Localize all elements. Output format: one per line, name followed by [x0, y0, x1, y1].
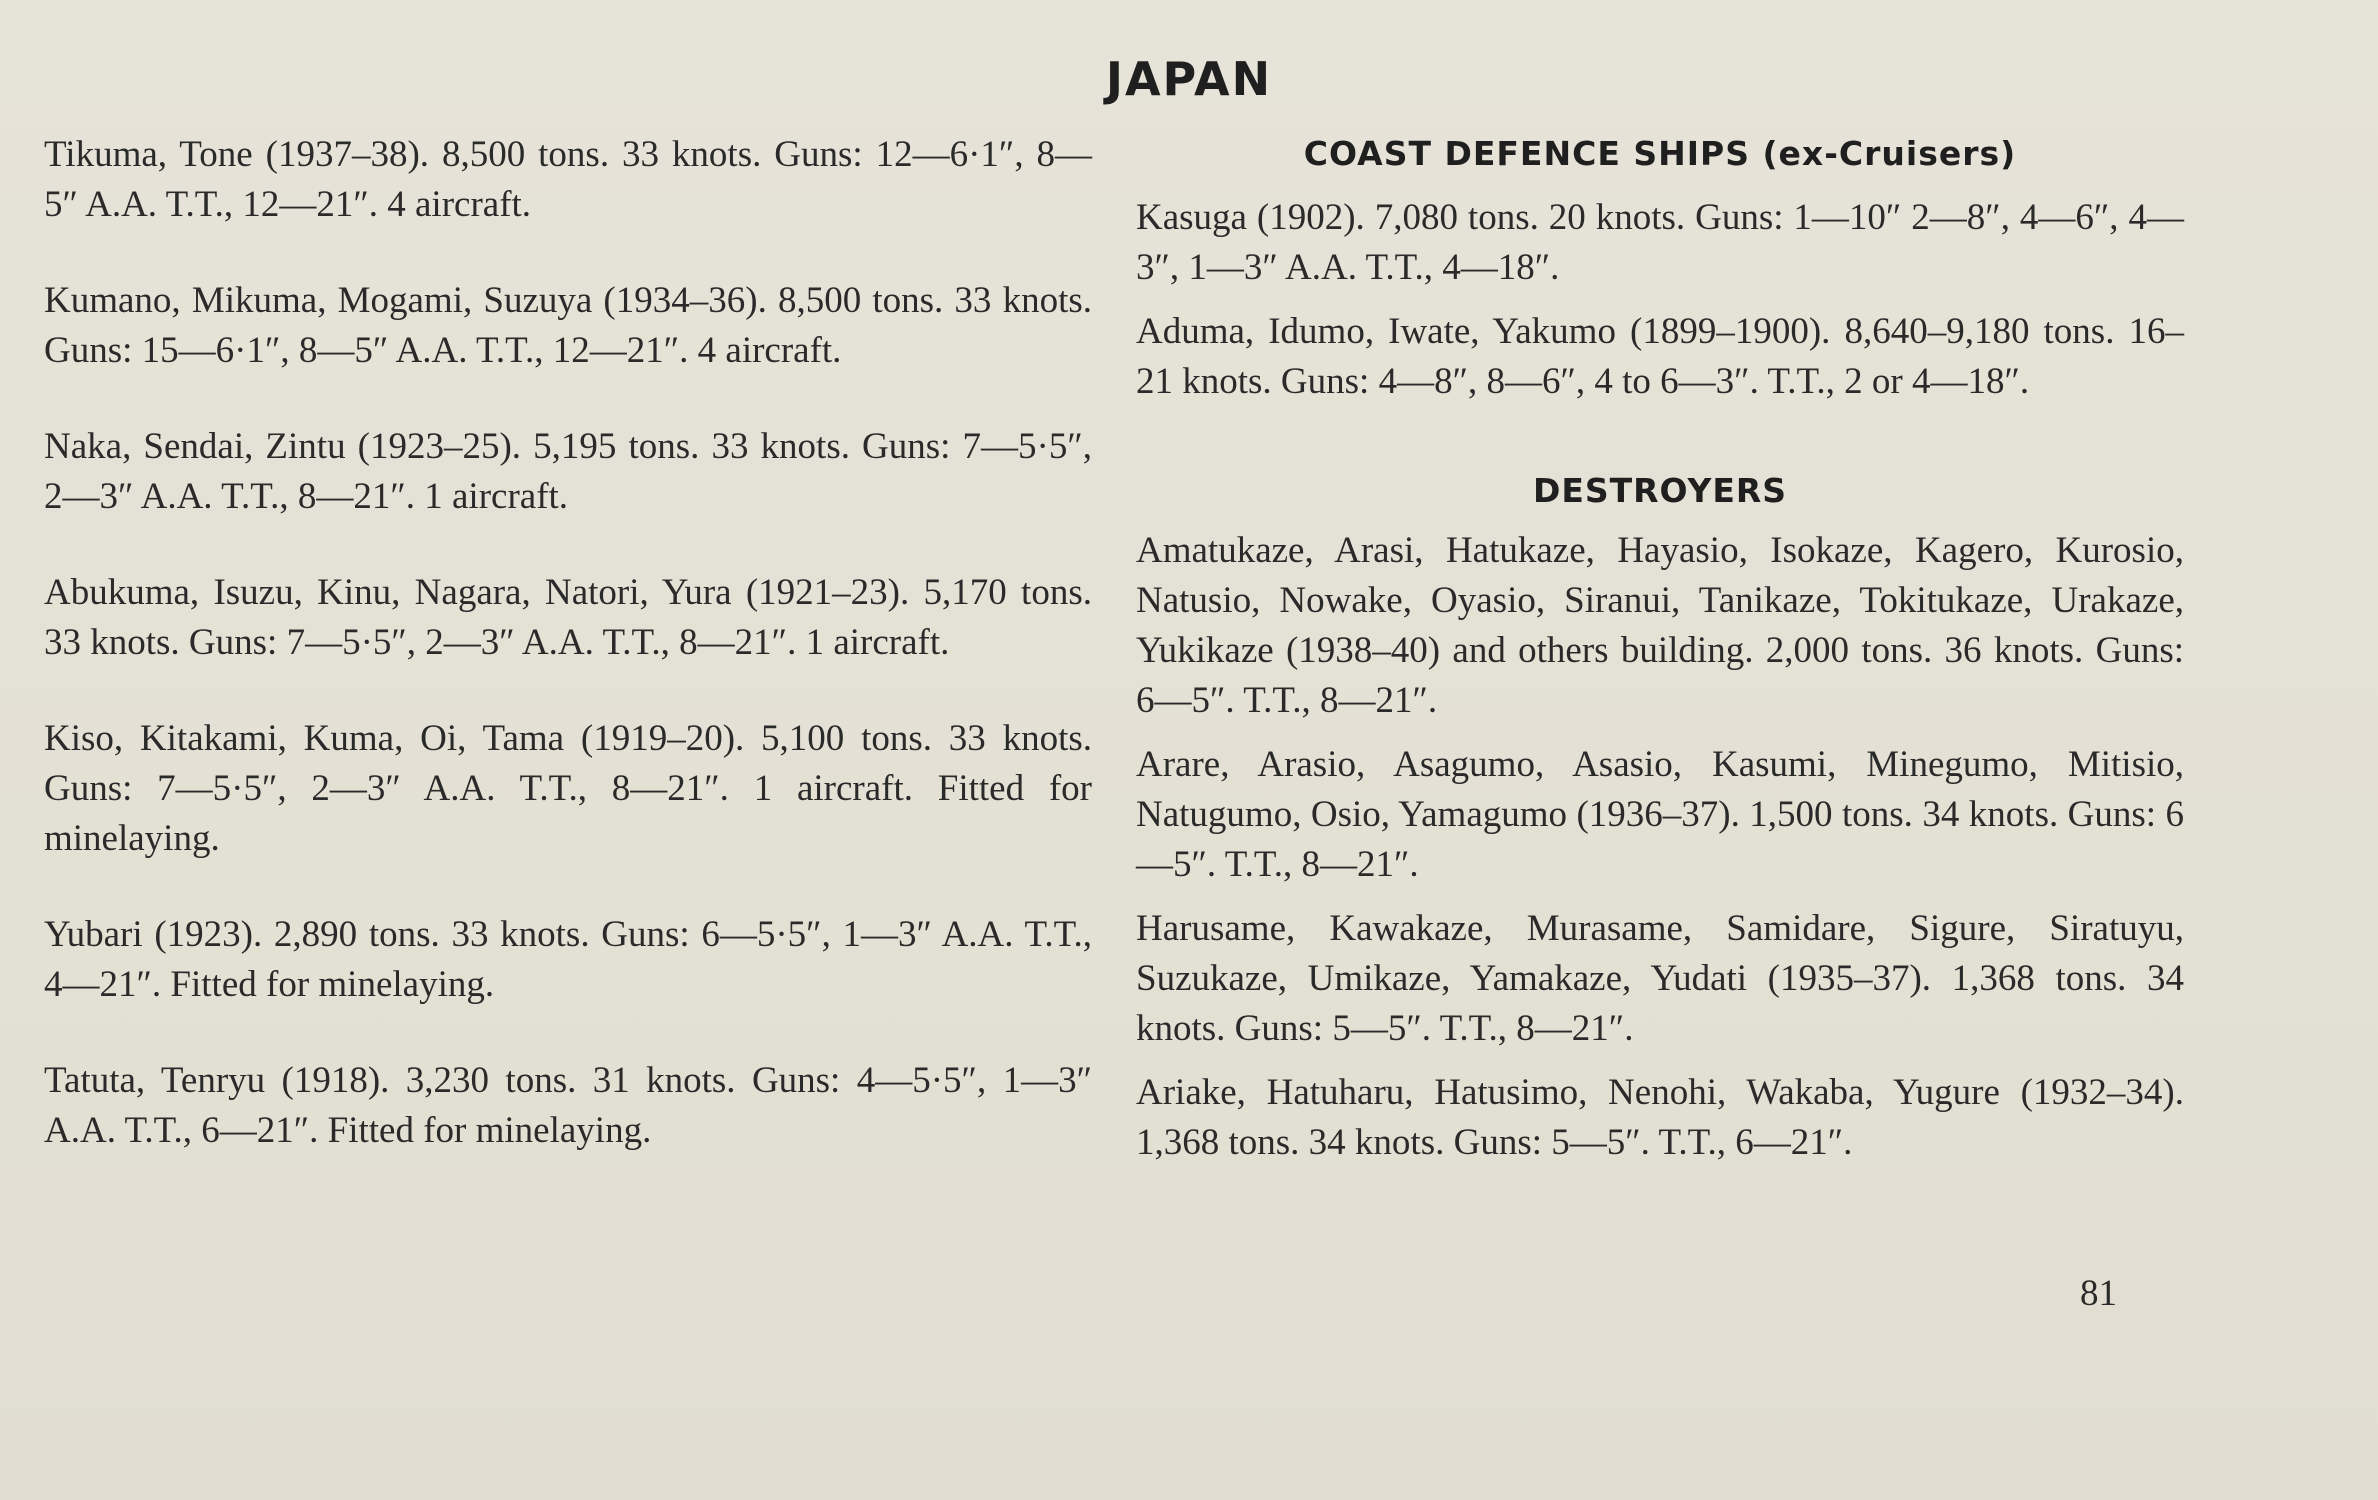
ship-entry-ariake: Ariake, Hatuharu, Hatusimo, Nenohi, Wakaba, Yugure (1932–34). 1,368 tons. 34 knots. Guns: 5—5″. T.T., 6—21″. — [1136, 1072, 2184, 1163]
section-heading-coast-defence: COAST DEFENCE SHIPS (ex-Cruisers) — [1303, 134, 2017, 173]
ship-entry-kiso: Kiso, Kitakami, Kuma, Oi, Tama (1919–20). 5,100 tons. 33 knots. Guns: 7—5·5″, 2—3″ A.A. T.T., 8—21″. 1 aircraft. Fitted for minelaying. — [44, 718, 1092, 859]
ship-entry-yubari: Yubari (1923). 2,890 tons. 33 knots. Guns: 6—5·5″, 1—3″ A.A. T.T., 4—21″. Fitted for minelaying. — [44, 914, 1092, 1005]
ship-entry-aduma: Aduma, Idumo, Iwate, Yakumo (1899–1900). 8,640–9,180 tons. 16–21 knots. Guns: 4—8″, 8—6″, 4 to 6—3″. T.T., 2 or 4—18″. — [1136, 311, 2184, 402]
ship-entry-tatuta: Tatuta, Tenryu (1918). 3,230 tons. 31 knots. Guns: 4—5·5″, 1—3″ A.A. T.T., 6—21″. Fitted for minelaying. — [44, 1060, 1092, 1151]
page-number: 81 — [2080, 1273, 2117, 1314]
left-column — [44, 130, 1092, 1202]
ship-entry-tikuma: Tikuma, Tone (1937–38). 8,500 tons. 33 knots. Guns: 12—6·1″, 8—5″ A.A. T.T., 12—21″. 4 aircraft. — [44, 134, 1092, 225]
ship-entry-kasuga: Kasuga (1902). 7,080 tons. 20 knots. Guns: 1—10″ 2—8″, 4—6″, 4—3″, 1—3″ A.A. T.T., 4—18″. — [1136, 197, 2184, 288]
section-heading-destroyers: DESTROYERS — [1532, 471, 1788, 510]
ship-entry-naka: Naka, Sendai, Zintu (1923–25). 5,195 tons. 33 knots. Guns: 7—5·5″, 2—3″ A.A. T.T., 8—21″. 1 aircraft. — [44, 426, 1092, 517]
ship-entry-arare: Arare, Arasio, Asagumo, Asasio, Kasumi, Minegumo, Mitisio, Natugumo, Osio, Yamagumo (1936–37). 1,500 tons. 34 knots. Guns: 6—5″. T.T., 8—21″. — [1136, 744, 2184, 885]
ship-entry-amatukaze: Amatukaze, Arasi, Hatukaze, Hayasio, Isokaze, Kagero, Kurosio, Natusio, Nowake, Oyasio, Siranui, Tanikaze, Tokitukaze, Urakaze, Yukikaze (1938–40) and others building. 2,000 tons. 36 knots. Guns: 6—5″. T.T., 8—21″. — [1136, 530, 2184, 721]
page-heading: JAPAN — [1105, 52, 1273, 106]
ship-entry-harusame: Harusame, Kawakaze, Murasame, Samidare, Sigure, Siratuyu, Suzukaze, Umikaze, Yamakaze, Yudati (1935–37). 1,368 tons. 34 knots. Guns: 5—5″. T.T., 8—21″. — [1136, 908, 2184, 1049]
right-column — [1136, 130, 2184, 1182]
ship-entry-kumano: Kumano, Mikuma, Mogami, Suzuya (1934–36). 8,500 tons. 33 knots. Guns: 15—6·1″, 8—5″ A.A. T.T., 12—21″. 4 aircraft. — [44, 280, 1092, 371]
ship-entry-abukuma: Abukuma, Isuzu, Kinu, Nagara, Natori, Yura (1921–23). 5,170 tons. 33 knots. Guns: 7—5·5″, 2—3″ A.A. T.T., 8—21″. 1 aircraft. — [44, 572, 1092, 663]
